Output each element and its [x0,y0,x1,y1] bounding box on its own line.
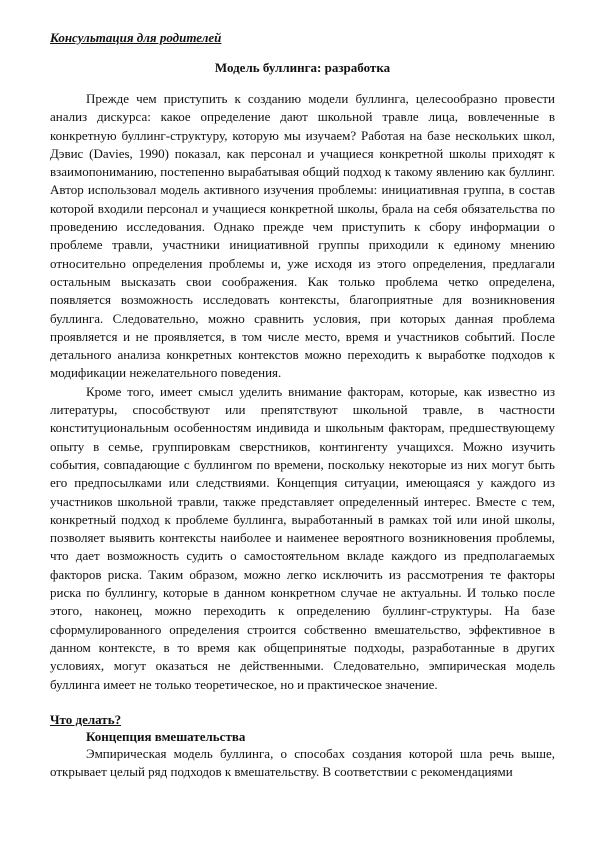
paragraph-2: Кроме того, имеет смысл уделить внимание факторам, которые, как известно из литературы, способствуют или препятствуют школьной травле, в частности конституциональным особенностям индивида и школьным факторам, предшествующему опыту в семье, группировкам сверстников, контингенту учащихся. Можно изучить события, совпадающие с буллингом по времени, поскольку некоторые из них могут быть его предпосылками или следствиями. Концепция ситуации, имеющаяся у каждого из участников школьной травли, также представляет определенный интерес. Вместе с тем, конкретный подход к проблеме буллинга, выработанный в рамках той или иной школы, позволяет выявить контексты наиболее и наименее вероятного возникновения проблемы, что дает возможность судить о самостоятельном вкладе каждого из предполагаемых факторов риска. Таким образом, можно легко исключить из рассмотрения те факторы риска по буллингу, которые в данном конкретном случае не актуальны. И только после этого, наконец, можно переходить к определению буллинг-структуры. На базе сформулированного определения строится собственно вмешательство, эффективное в данном контексте, в то время как общепринятые подходы, разработанные в других условиях, могут оказаться не действенными. Следовательно, эмпирическая модель буллинга имеет не только теоретическое, но и практическое значение. [50,383,555,692]
document-title: Модель буллинга: разработка [214,60,391,75]
paragraph-1: Прежде чем приступить к созданию модели буллинга, целесообразно провести анализ дискурса: какое определение дают школьной травле лица, вовлеченные в конкретную буллинг-структуру, которую мы изучаем? Работая на базе нескольких школ, Дэвис (Davies, 1990) показал, как персонал и учащиеся конкретной школы приходят к взаимопониманию, постепенно вырабатывая общий подход к такому явлению как буллинг. Автор использовал модель активного изучения проблемы: инициативная группа, в состав которой входили персонал и учащиеся конкретной школы, брала на себя обязательства по проведению исследования. Однако прежде чем приступить к сбору информации о проблеме травли, участники инициативной группы приходили к единому мнению относительно определения проблемы и, уже исходя из этого определения, предлагали остальным высказать свои соображения. Как только проблема четко определена, появляется возможность исследовать контексты, благоприятные для возникновения буллинга. Следовательно, можно сравнить условия, при которых данная проблема проявляется и не проявляется, в том числе место, время и участников событий. После детального анализа конкретных контекстов можно переходить к выработке подходов к модификации нежелательного поведения. [50,91,555,381]
document-label: Консультация для родителей [50,30,222,45]
document-page [50,30,555,781]
section-heading: Что делать? [50,711,122,727]
sub-heading: Концепция вмешательства [86,728,246,744]
paragraph-3: Эмпирическая модель буллинга, о способах создания которой шла речь выше, открывает целый ряд подходов к вмешательству. В соответствии с рекомендациями [50,745,555,780]
